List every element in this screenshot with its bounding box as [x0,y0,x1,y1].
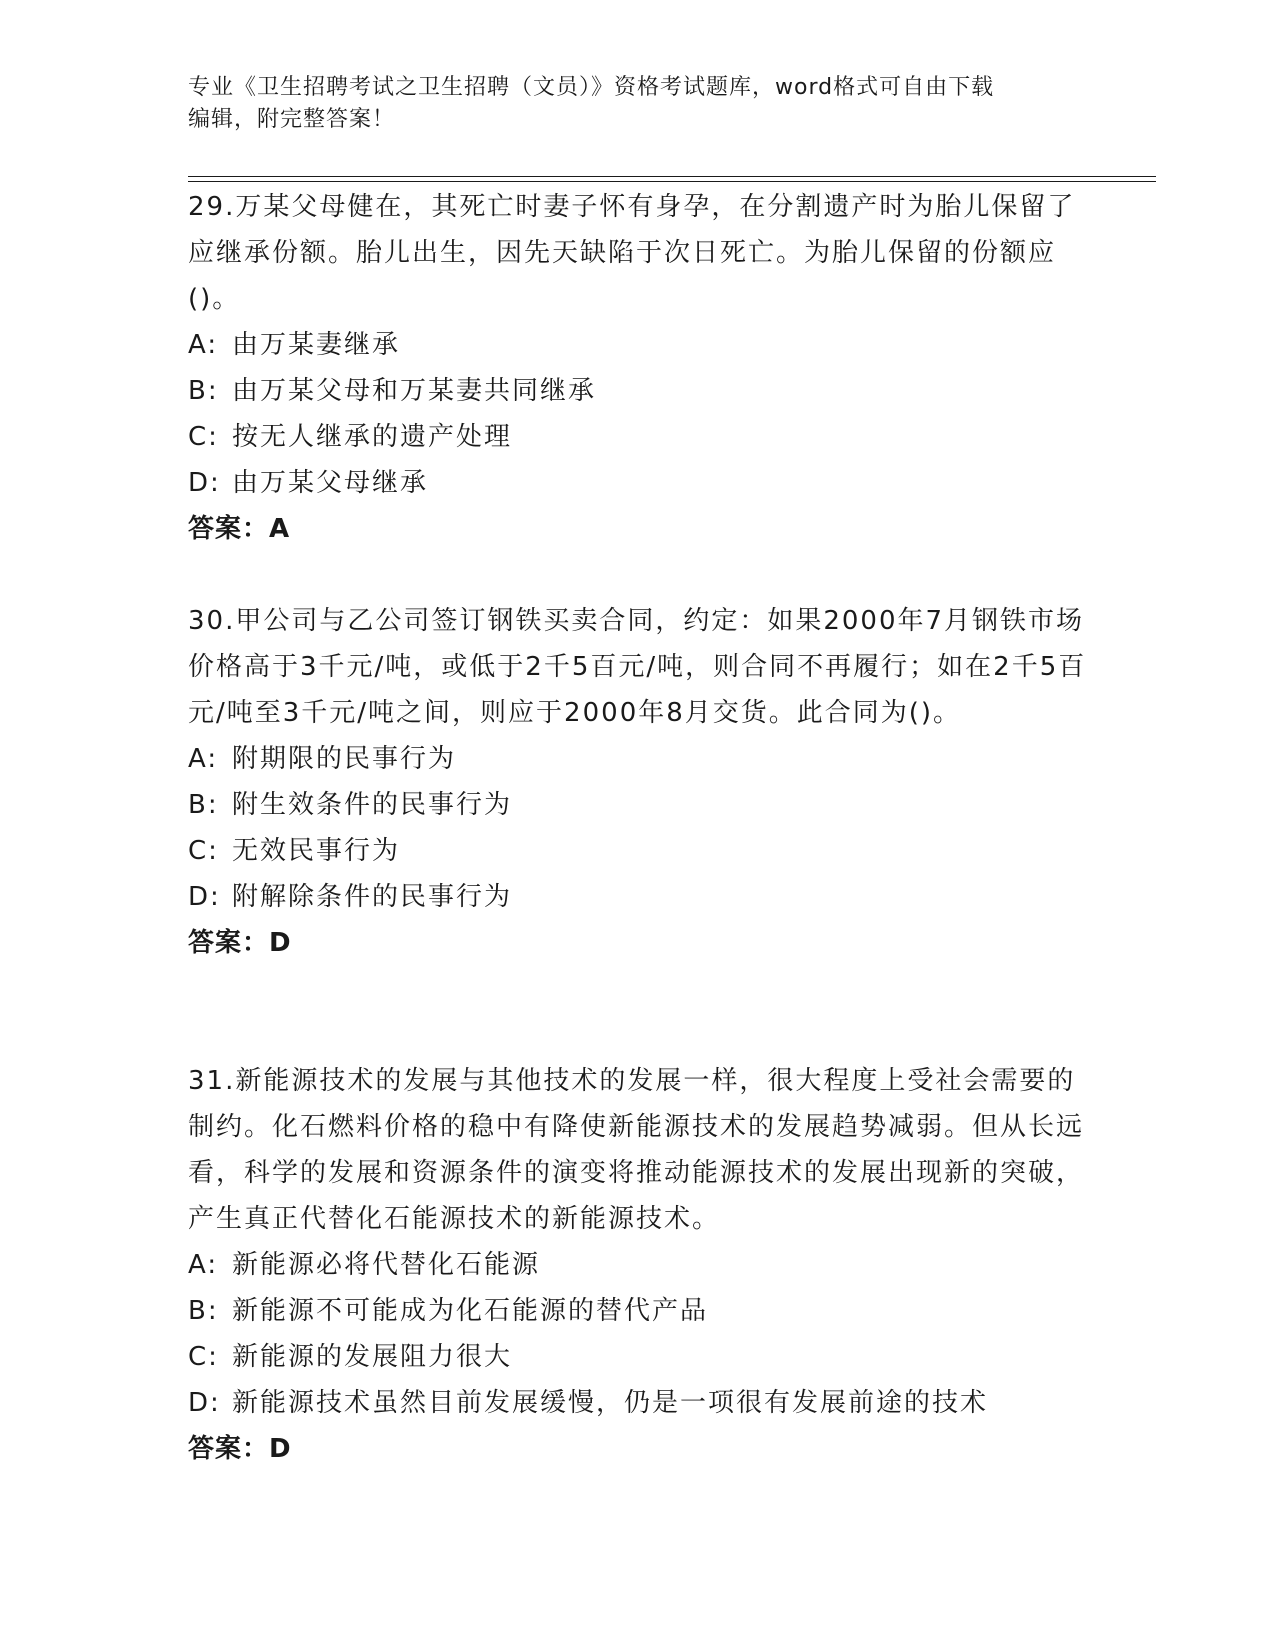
option-a [188,1242,1088,1288]
option-letter: C: [188,836,219,866]
option-text: 由万某父母继承 [232,468,429,498]
option-a [188,736,1088,782]
option-letter: B: [188,376,219,406]
option-letter: D: [188,468,221,498]
option-d [188,874,1088,920]
option-text: 附期限的民事行为 [232,744,457,774]
option-text: 按无人继承的遗产处理 [232,422,513,452]
option-c [188,414,1088,460]
question-29 [188,184,1088,552]
option-text: 新能源技术虽然目前发展缓慢，仍是一项很有发展前途的技术 [232,1388,989,1418]
question-stem: 31.新能源技术的发展与其他技术的发展一样，很大程度上受社会需要的制约。化石燃料价格的稳中有降使新能源技术的发展趋势减弱。但从长远看，科学的发展和资源条件的演变将推动能源技术的发展出现新的突破，产生真正代替化石能源技术的新能源技术。 [188,1066,1085,1234]
option-b [188,1288,1088,1334]
question-stem: 29.万某父母健在，其死亡时妻子怀有身孕，在分割遗产时为胎儿保留了应继承份额。胎儿出生，因先天缺陷于次日死亡。为胎儿保留的份额应()。 [188,192,1076,314]
option-d [188,460,1088,506]
question-31 [188,1058,1088,1472]
option-b [188,782,1088,828]
option-text: 附解除条件的民事行为 [232,882,513,912]
option-text: 附生效条件的民事行为 [232,790,513,820]
option-letter: C: [188,1342,219,1372]
question-30 [188,598,1088,966]
option-b [188,368,1088,414]
document-header [188,72,1088,136]
header-divider-top [188,176,1156,177]
option-text: 新能源的发展阻力很大 [232,1342,513,1372]
option-text: 由万某妻继承 [232,330,401,360]
option-letter: D: [188,882,221,912]
option-letter: B: [188,1296,219,1326]
answer: 答案：A [188,514,291,544]
option-letter: D: [188,1388,221,1418]
option-c [188,1334,1088,1380]
header-line-1: 专业《卫生招聘考试之卫生招聘（文员）》资格考试题库，word格式可自由下载 [188,75,995,100]
option-c [188,828,1088,874]
question-stem: 30.甲公司与乙公司签订钢铁买卖合同，约定：如果2000年7月钢铁市场价格高于3千元/吨，或低于2千5百元/吨，则合同不再履行；如在2千5百元/吨至3千元/吨之间，则应于2000年8月交货。此合同为()。 [188,606,1087,728]
answer: 答案：D [188,1434,292,1464]
option-text: 新能源必将代替化石能源 [232,1250,541,1280]
option-letter: A: [188,1250,219,1280]
answer: 答案：D [188,928,292,958]
header-line-2: 编辑，附完整答案！ [188,107,396,132]
option-letter: A: [188,330,219,360]
option-text: 新能源不可能成为化石能源的替代产品 [232,1296,709,1326]
option-text: 无效民事行为 [232,836,401,866]
option-a [188,322,1088,368]
option-text: 由万某父母和万某妻共同继承 [232,376,597,406]
option-letter: B: [188,790,219,820]
option-d [188,1380,1088,1426]
option-letter: A: [188,744,219,774]
option-letter: C: [188,422,219,452]
header-divider-bottom [188,181,1156,182]
